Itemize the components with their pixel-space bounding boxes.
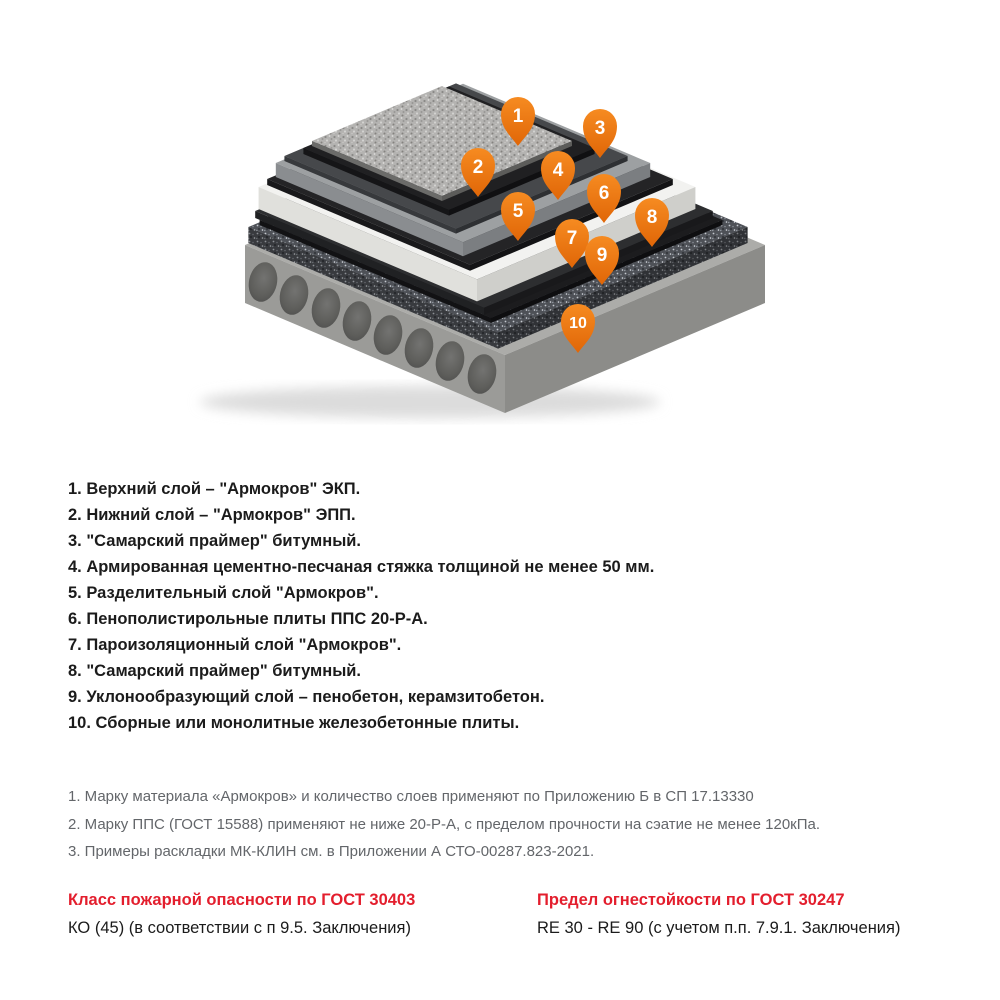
layers-legend xyxy=(68,476,654,736)
svg-text:7: 7 xyxy=(566,228,578,249)
fire-hazard-class-title: Класс пожарной опасности по ГОСТ 30403 xyxy=(68,891,416,909)
legend-item-9: 9. Уклонообразующий слой – пенобетон, керамзитобетон. xyxy=(68,688,545,706)
roof-layers-illustration xyxy=(0,0,1000,460)
svg-text:6: 6 xyxy=(598,183,610,204)
svg-text:2: 2 xyxy=(472,157,484,178)
svg-text:1: 1 xyxy=(512,106,524,127)
footnote-2: 2. Марку ППС (ГОСТ 15588) применяют не ниже 20-Р-А, с пределом прочности на сэатие не менее 120кПа. xyxy=(68,815,821,833)
svg-text:5: 5 xyxy=(512,201,524,222)
footnote-3: 3. Примеры раскладки МК-КЛИН см. в Приложении А СТО-00287.823-2021. xyxy=(68,843,595,861)
legend-item-6: 6. Пенополистирольные плиты ППС 20-Р-А. xyxy=(68,610,428,628)
fire-hazard-class-value: КО (45) (в соответствии с п 9.5. Заключения) xyxy=(68,919,411,937)
legend-item-8: 8. "Самарский праймер" битумный. xyxy=(68,662,362,680)
svg-text:10: 10 xyxy=(569,315,587,332)
svg-text:4: 4 xyxy=(552,160,564,181)
ground-shadow xyxy=(200,386,660,418)
fire-hazard-class-block xyxy=(68,891,415,938)
footnotes xyxy=(68,783,820,866)
fire-resistance-title: Предел огнестойкости по ГОСТ 30247 xyxy=(537,891,845,909)
svg-text:9: 9 xyxy=(596,245,608,266)
legend-item-5: 5. Разделительный слой "Армокров". xyxy=(68,584,379,602)
svg-text:8: 8 xyxy=(646,207,658,228)
legend-item-2: 2. Нижний слой – "Армокров" ЭПП. xyxy=(68,506,356,524)
legend-item-7: 7. Пароизоляционный слой "Армокров". xyxy=(68,636,402,654)
legend-item-10: 10. Сборные или монолитные железобетонные плиты. xyxy=(68,714,520,732)
svg-text:3: 3 xyxy=(594,118,606,139)
legend-item-1: 1. Верхний слой – "Армокров" ЭКП. xyxy=(68,480,361,498)
fire-resistance-block xyxy=(537,891,900,938)
legend-item-3: 3. "Самарский праймер" битумный. xyxy=(68,532,362,550)
fire-resistance-value: RE 30 - RE 90 (с учетом п.п. 7.9.1. Заключения) xyxy=(537,919,901,937)
roof-layers-diagram xyxy=(0,0,1000,460)
footnote-1: 1. Марку материала «Армокров» и количество слоев применяют по Приложению Б в СП 17.13330 xyxy=(68,788,754,805)
legend-item-4: 4. Армированная цементно-песчаная стяжка толщиной не менее 50 мм. xyxy=(68,558,655,576)
